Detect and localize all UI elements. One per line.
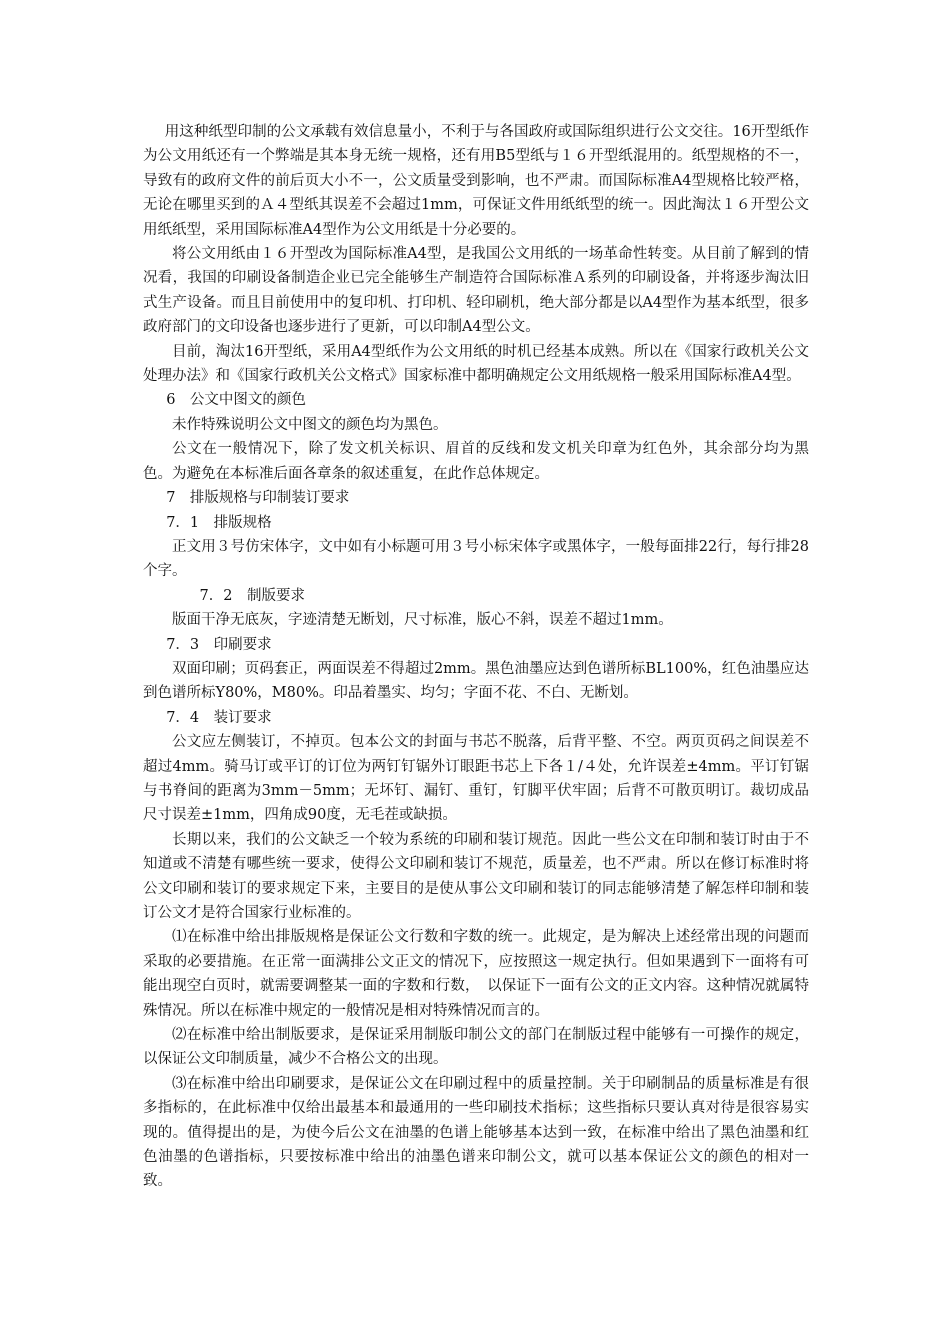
paragraph: 未作特殊说明公文中图文的颜色均为黑色。 — [172, 416, 448, 433]
paragraph: ⑵在标准中给出制版要求，是保证采用制版印制公文的部门在制版过程中能够有一可操作的规定，以保证公文印制质量，减少不合格公文的出现。 — [143, 1027, 809, 1068]
paragraph: ⑶在标准中给出印刷要求，是保证公文在印刷过程中的质量控制。关于印刷制品的质量标准是有很多指标的，在此标准中仅给出最基本和最通用的一些印刷技术指标；这些指标只要认真对待是很容易实现的。值得提出的是，为使今后公文在油墨的色谱上能够基本达到一致，在标准中给出了黑色油墨和红色油墨的色谱指标，只要按标准中给出的油墨色谱来印制公文，就可以基本保证公文的颜色的相对一致。 — [143, 1075, 809, 1190]
paragraph: 双面印刷；页码套正，两面误差不得超过2mm。黑色油墨应达到色谱所标BL100%，红色油墨应达到色谱所标Y80%，M80%。印品着墨实、均匀；字面不花、不白、无断划。 — [143, 660, 809, 702]
paragraph: 版面干净无底灰，字迹清楚无断划，尺寸标准，版心不斜，误差不超过1mm。 — [172, 612, 673, 629]
paragraph: ⑴在标准中给出排版规格是保证公文行数和字数的统一。此规定，是为解决上述经常出现的问题而采取的必要措施。在正常一面满排公文正文的情况下，应按照这一规定执行。但如果遇到下一面将有可能出现空白页时，就需要调整某一面的字数和行数， 以保证下一面有公文的正文内容。这种情况就属特殊情况。所以在标准中规定的一般情况是相对特殊情况而言的。 — [143, 929, 809, 1019]
document-page — [143, 120, 809, 1194]
subsection-heading: 7．4 装订要求 — [166, 709, 272, 726]
paragraph: 目前，淘汰16开型纸，采用A4型纸作为公文用纸的时机已经基本成熟。所以在《国家行政机关公文处理办法》和《国家行政机关公文格式》国家标准中都明确规定公文用纸规格一般采用国际标准A4型。 — [143, 343, 809, 385]
paragraph: 将公文用纸由１６开型改为国际标准A4型，是我国公文用纸的一场革命性转变。从目前了解到的情况看，我国的印刷设备制造企业已完全能够生产制造符合国际标准Ａ系列的印刷设备，并将逐步淘汰旧式生产设备。而且目前使用中的复印机、打印机、轻印刷机，绝大部分都是以A4型作为基本纸型，很多政府部门的文印设备也逐步进行了更新，可以印制A4型公文。 — [143, 246, 809, 336]
subsection-heading: 7．1 排版规格 — [166, 514, 272, 531]
section-heading: 6 公文中图文的颜色 — [166, 392, 306, 409]
paragraph: 正文用３号仿宋体字，文中如有小标题可用３号小标宋体字或黑体字，一般每面排22行，每行排28个字。 — [143, 538, 809, 580]
paragraph: 公文在一般情况下，除了发文机关标识、眉首的反线和发文机关印章为红色外，其余部分均为黑色。为避免在本标准后面各章条的叙述重复，在此作总体规定。 — [143, 441, 809, 482]
paragraph: 公文应左侧装订，不掉页。包本公文的封面与书芯不脱落，后背平整、不空。两页页码之间误差不超过4mm。骑马订或平订的订位为两钉钉锯外订眼距书芯上下各１/４处，允许误差±4mm。平订钉锯与书脊间的距离为3mm－5mm；无坏钉、漏钉、重钉，钉脚平伏牢固；后背不可散页明订。裁切成品尺寸误差±1mm，四角成90度，无毛茬或缺损。 — [143, 734, 809, 824]
paragraph: 长期以来，我们的公文缺乏一个较为系统的印刷和装订规范。因此一些公文在印制和装订时由于不知道或不清楚有哪些统一要求，使得公文印刷和装订不规范，质量差，也不严肃。所以在修订标准时将公文印刷和装订的要求规定下来，主要目的是使从事公文印刷和装订的同志能够清楚了解怎样印制和装订公文才是符合国家行业标准的。 — [143, 831, 809, 921]
subsection-heading: 7．2 制版要求 — [199, 587, 305, 604]
paragraph: 用这种纸型印制的公文承载有效信息量小，不利于与各国政府或国际组织进行公文交往。16开型纸作为公文用纸还有一个弊端是其本身无统一规格，还有用B5型纸与１６开型纸混用的。纸型规格的不一，导致有的政府文件的前后页大小不一，公文质量受到影响，也不严肃。而国际标准A4型规格比较严格，无论在哪里买到的Ａ４型纸其误差不会超过1mm，可保证文件用纸纸型的统一。因此淘汰１６开型公文用纸纸型，采用国际标准A4型作为公文用纸是十分必要的。 — [143, 124, 809, 238]
subsection-heading: 7．3 印刷要求 — [166, 636, 272, 653]
section-heading: 7 排版规格与印制装订要求 — [166, 490, 350, 507]
